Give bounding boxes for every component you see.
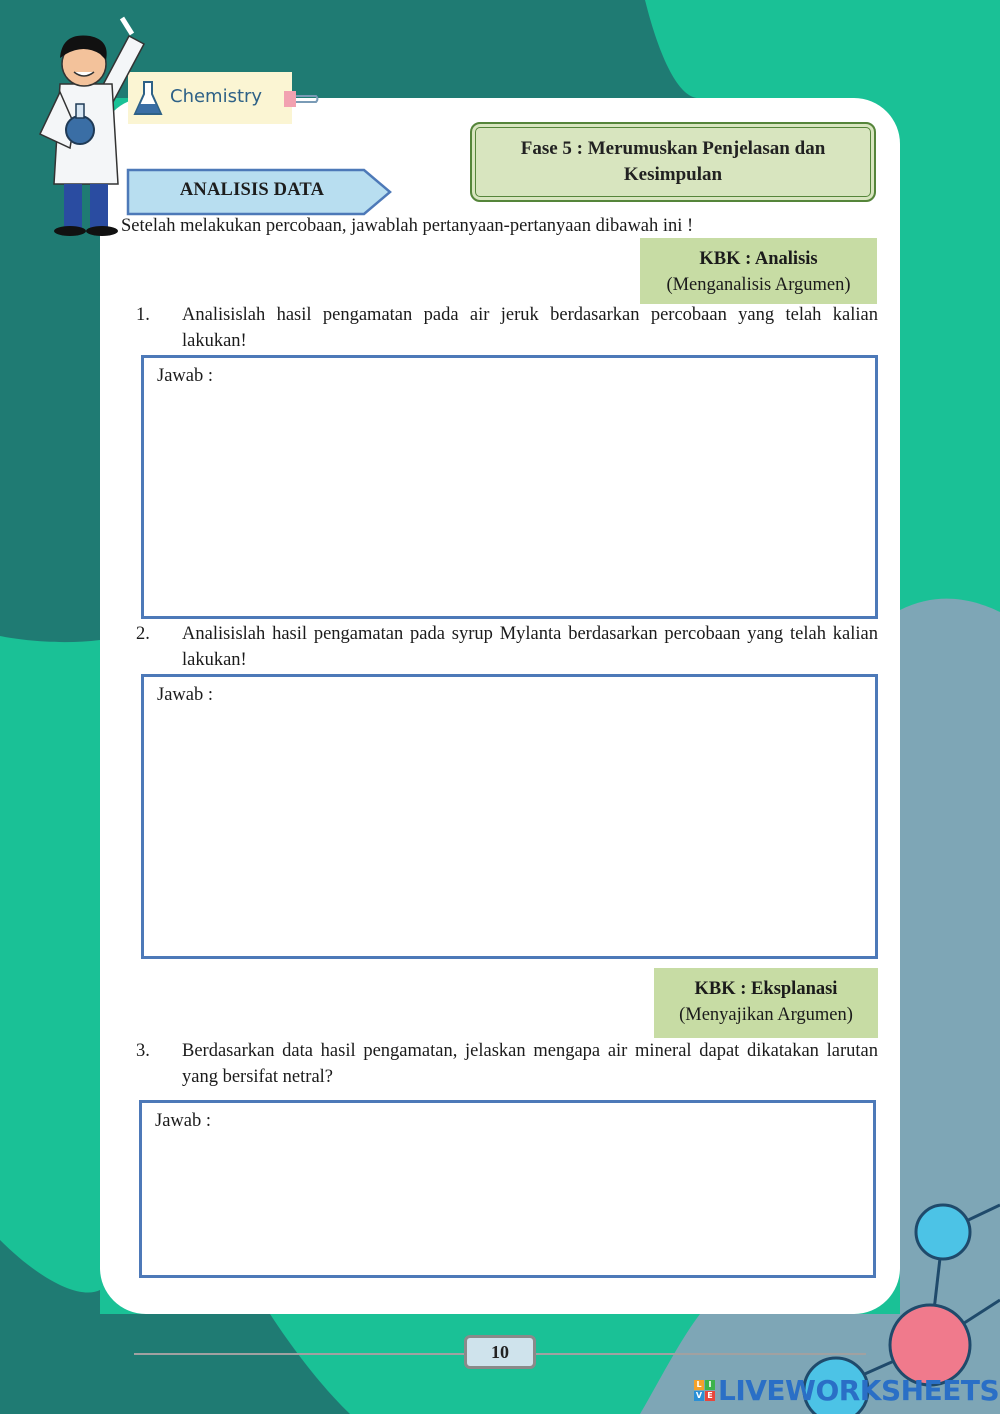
liveworksheets-logo-icon: L I V E bbox=[694, 1380, 715, 1401]
answer-input-1[interactable] bbox=[156, 398, 863, 606]
phase-title: Fase 5 : Merumuskan Penjelasan dan Kesimpulan bbox=[520, 138, 826, 185]
question-3 bbox=[136, 1038, 878, 1090]
kbk-badge-eksplanasi bbox=[654, 968, 878, 1038]
question-text: Analisislah hasil pengamatan pada syrup Mylanta berdasarkan percobaan yang telah kalian lakukan! bbox=[182, 624, 878, 670]
section-title: ANALISIS DATA bbox=[179, 180, 325, 200]
answer-input-2[interactable] bbox=[156, 717, 863, 946]
answer-box-2 bbox=[141, 674, 878, 959]
question-text: Analisislah hasil pengamatan pada air jeruk berdasarkan percobaan yang telah kalian lakukan! bbox=[182, 305, 878, 351]
answer-label: Jawab : bbox=[155, 1111, 211, 1131]
answer-box-3 bbox=[139, 1100, 876, 1278]
subject-label: Chemistry bbox=[170, 86, 263, 107]
question-text: Berdasarkan data hasil pengamatan, jelaskan mengapa air mineral dapat dikatakan larutan yang bersifat netral? bbox=[182, 1041, 878, 1087]
page-number: 10 bbox=[464, 1335, 536, 1369]
liveworksheets-brand bbox=[694, 1372, 999, 1408]
kbk-subtitle: (Menyajikan Argumen) bbox=[679, 1005, 853, 1025]
question-number: 3. bbox=[136, 1041, 150, 1061]
answer-box-1 bbox=[141, 355, 878, 619]
phase-title-box bbox=[470, 122, 876, 202]
clip-icon bbox=[284, 88, 320, 110]
gray-blue-blob-right bbox=[900, 599, 1000, 1414]
kbk-title: KBK : Eksplanasi bbox=[694, 979, 838, 999]
question-2 bbox=[136, 621, 878, 673]
brand-name: LIVEWORKSHEETS bbox=[718, 1373, 1000, 1407]
answer-label: Jawab : bbox=[157, 366, 213, 386]
answer-input-3[interactable] bbox=[154, 1143, 861, 1265]
kbk-subtitle: (Menganalisis Argumen) bbox=[666, 275, 851, 295]
kbk-badge-analisis bbox=[640, 238, 877, 304]
answer-label: Jawab : bbox=[157, 685, 213, 705]
kbk-title: KBK : Analisis bbox=[699, 249, 818, 269]
instruction-text: Setelah melakukan percobaan, jawablah pertanyaan-pertanyaan dibawah ini ! bbox=[121, 216, 694, 236]
question-number: 1. bbox=[136, 305, 150, 325]
question-number: 2. bbox=[136, 624, 150, 644]
question-1 bbox=[136, 302, 878, 354]
